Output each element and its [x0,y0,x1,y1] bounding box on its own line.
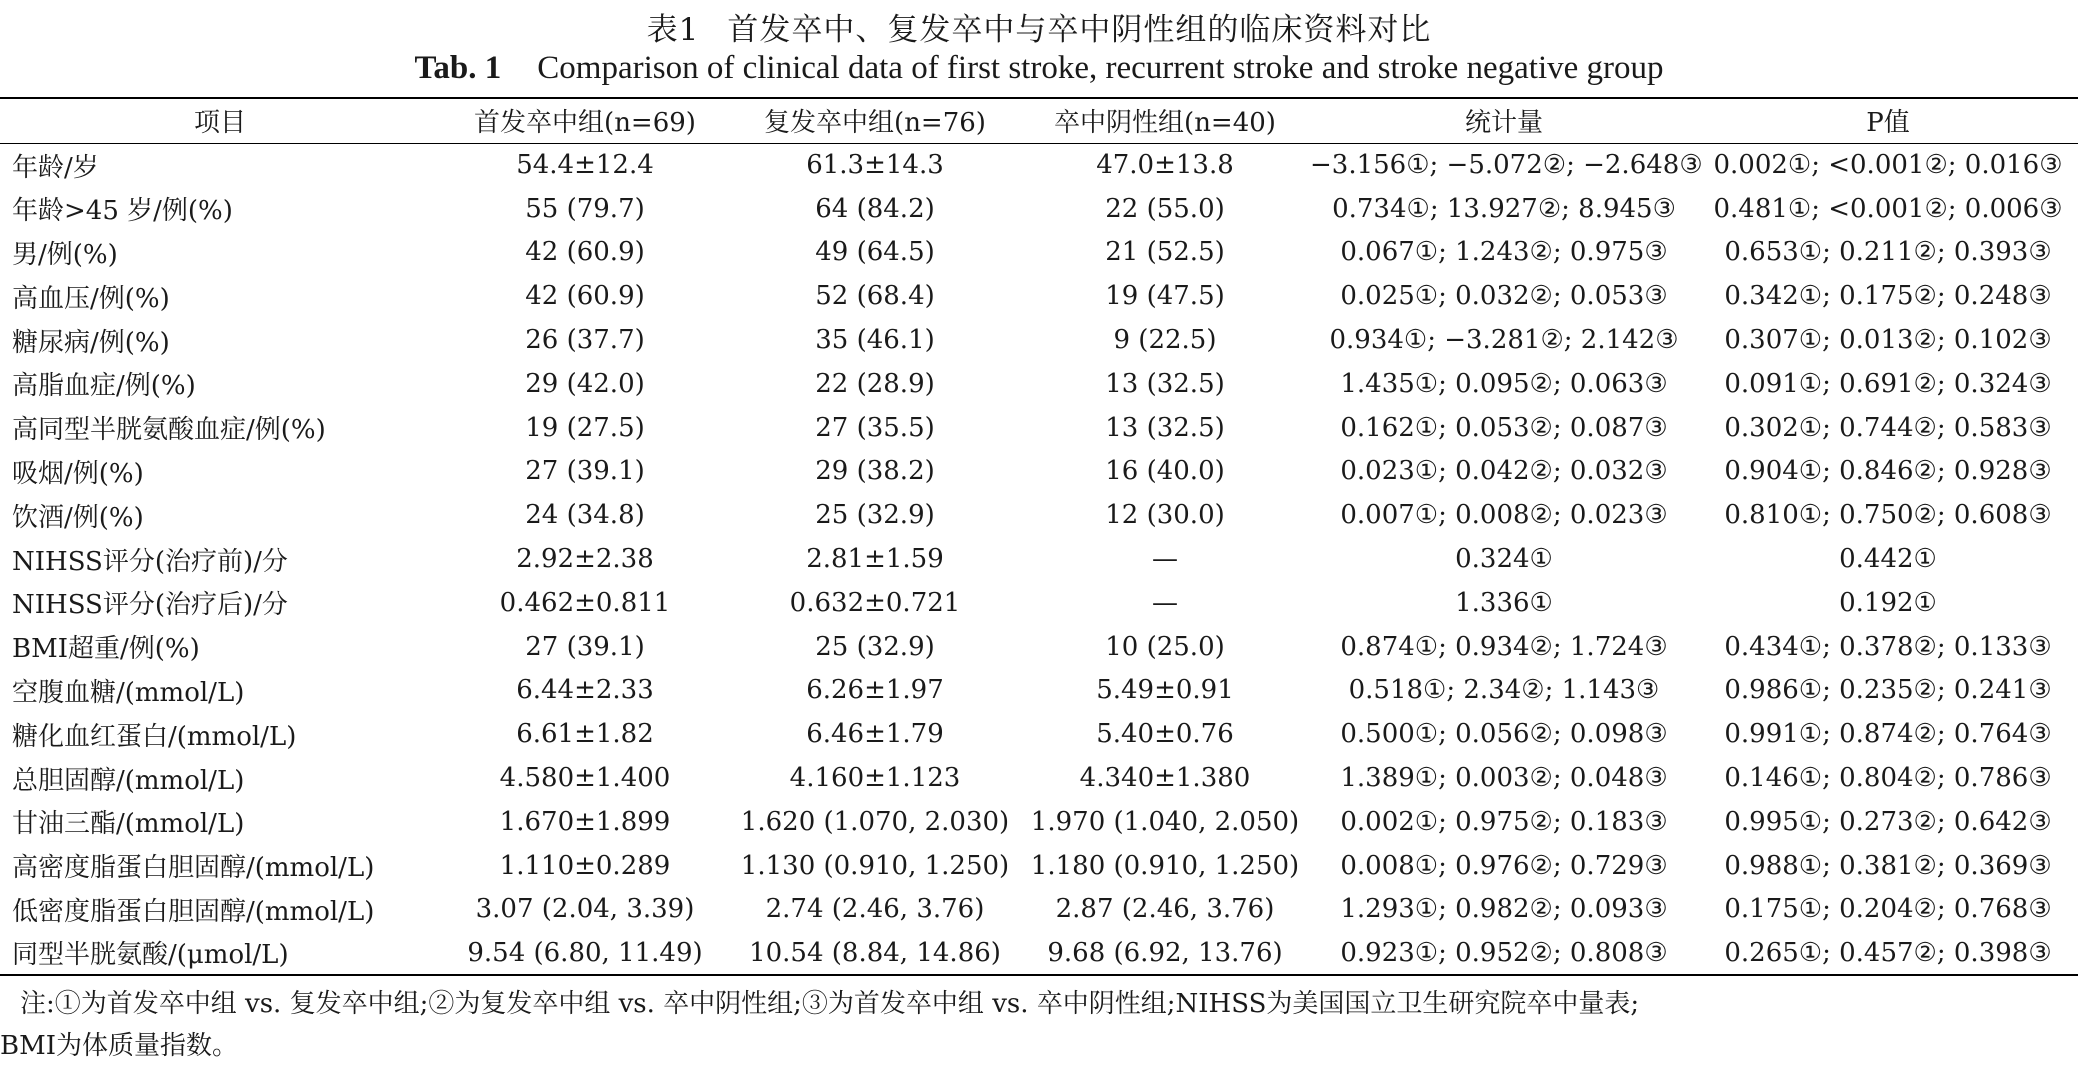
cell-statistic: −3.156①; −5.072②; −2.648③ [1310,150,1703,181]
table-row [0,931,2078,975]
cell-first-stroke: 27 (39.1) [525,631,645,662]
cell-item: NIHSS评分(治疗前)/分 [12,546,288,577]
table-row [0,143,2078,187]
cell-recurrent-stroke: 52 (68.4) [815,281,935,312]
table-header-row [0,98,2078,143]
cell-first-stroke: 55 (79.7) [525,193,645,224]
table-row [0,493,2078,537]
cell-recurrent-stroke: 25 (32.9) [815,631,935,662]
table-title-english [0,50,2078,87]
cell-p-value: 0.307①; 0.013②; 0.102③ [1724,325,2052,356]
cell-p-value: 0.302①; 0.744②; 0.583③ [1724,412,2052,443]
cell-stroke-negative: 1.970 (1.040, 2.050) [1030,806,1300,837]
cell-recurrent-stroke: 6.26±1.97 [806,675,944,706]
cell-first-stroke: 42 (60.9) [525,281,645,312]
cell-stroke-negative: — [1152,544,1178,575]
cell-recurrent-stroke: 61.3±14.3 [806,150,944,181]
footnote-line-1: 注:①为首发卒中组 vs. 复发卒中组;②为复发卒中组 vs. 卒中阴性组;③为首发卒中组 vs. 卒中阴性组;NIHSS为美国国立卫生研究院卒中量表; [20,989,1640,1019]
cell-statistic: 1.435①; 0.095②; 0.063③ [1340,368,1668,399]
table-row [0,362,2078,406]
cell-stroke-negative: 47.0±13.8 [1096,150,1234,181]
cell-recurrent-stroke: 29 (38.2) [815,456,935,487]
cell-first-stroke: 19 (27.5) [525,412,645,443]
cell-p-value: 0.175①; 0.204②; 0.768③ [1724,894,2052,925]
cell-recurrent-stroke: 25 (32.9) [815,500,935,531]
cell-statistic: 0.923①; 0.952②; 0.808③ [1310,931,1698,975]
cell-p-value: 0.810①; 0.750②; 0.608③ [1724,500,2052,531]
cell-item: 高脂血症/例(%) [12,371,196,402]
cell-p-value: 0.091①; 0.691②; 0.324③ [1724,368,2052,399]
cell-p-value: 0.986①; 0.235②; 0.241③ [1724,675,2052,706]
cell-item: 糖化血红蛋白/(mmol/L) [12,721,297,752]
table-row [0,318,2078,362]
cell-recurrent-stroke: 27 (35.5) [815,412,935,443]
cell-statistic: 1.336① [1455,587,1553,618]
cell-p-value: 0.434①; 0.378②; 0.133③ [1724,631,2052,662]
cell-p-value: 0.481①; <0.001②; 0.006③ [1713,193,2063,224]
cell-item: 甘油三酯/(mmol/L) [12,809,245,840]
cell-item: 高血压/例(%) [12,283,170,314]
header-statistic: 统计量 [1310,98,1698,143]
cell-statistic: 0.518①; 2.34②; 1.143③ [1348,675,1660,706]
cell-item: BMI超重/例(%) [12,634,200,665]
header-first-stroke: 首发卒中组(n=69) [440,98,730,143]
cell-first-stroke: 6.61±1.82 [516,719,654,750]
table-label-en: Tab. 1 [414,50,502,86]
table-title-chinese [0,4,2078,49]
cell-recurrent-stroke: 2.81±1.59 [806,544,944,575]
cell-item: 吸烟/例(%) [12,458,144,489]
cell-item: 高同型半胱氨酸血症/例(%) [12,415,326,446]
cell-recurrent-stroke: 1.130 (0.910, 1.250) [740,850,1010,881]
table-footnote [0,983,2078,1067]
cell-stroke-negative: 13 (32.5) [1105,368,1225,399]
cell-item: 年龄>45 岁/例(%) [12,196,233,227]
table-row [0,406,2078,450]
cell-statistic: 0.007①; 0.008②; 0.023③ [1340,500,1668,531]
cell-stroke-negative: 13 (32.5) [1105,412,1225,443]
header-recurrent-stroke: 复发卒中组(n=76) [730,98,1020,143]
cell-p-value: 0.192① [1839,587,1937,618]
table-title-en-text: Comparison of clinical data of first stroke, recurrent stroke and stroke negative group [537,50,1664,86]
table-row [0,844,2078,888]
cell-item: 低密度脂蛋白胆固醇/(mmol/L) [12,896,375,927]
cell-statistic: 1.389①; 0.003②; 0.048③ [1340,763,1668,794]
header-stroke-negative: 卒中阴性组(n=40) [1020,98,1310,143]
cell-stroke-negative: 2.87 (2.46, 3.76) [1055,894,1275,925]
cell-recurrent-stroke: 10.54 (8.84, 14.86) [730,931,1020,975]
cell-statistic: 0.023①; 0.042②; 0.032③ [1340,456,1668,487]
cell-p-value: 0.265①; 0.457②; 0.398③ [1698,931,2078,975]
footnote-line-2: BMI为体质量指数。 [0,1031,238,1061]
cell-first-stroke: 4.580±1.400 [499,763,671,794]
table-row [0,800,2078,844]
table-row [0,669,2078,713]
cell-statistic: 0.002①; 0.975②; 0.183③ [1340,806,1668,837]
cell-stroke-negative: 5.49±0.91 [1096,675,1234,706]
table-row [0,888,2078,932]
cell-stroke-negative: 22 (55.0) [1105,193,1225,224]
cell-first-stroke: 0.462±0.811 [499,587,671,618]
table-row [0,756,2078,800]
cell-first-stroke: 24 (34.8) [525,500,645,531]
cell-stroke-negative: 19 (47.5) [1105,281,1225,312]
cell-statistic: 1.293①; 0.982②; 0.093③ [1340,894,1668,925]
clinical-data-table [0,97,2078,976]
table-row [0,231,2078,275]
cell-stroke-negative: 21 (52.5) [1105,237,1225,268]
cell-item: 总胆固醇/(mmol/L) [12,765,245,796]
cell-stroke-negative: — [1152,587,1178,618]
cell-stroke-negative: 4.340±1.380 [1079,763,1251,794]
table-row [0,537,2078,581]
cell-recurrent-stroke: 0.632±0.721 [789,587,961,618]
cell-stroke-negative: 10 (25.0) [1105,631,1225,662]
cell-item: 男/例(%) [12,239,118,270]
cell-stroke-negative: 12 (30.0) [1105,500,1225,531]
header-item: 项目 [0,98,440,143]
cell-first-stroke: 6.44±2.33 [516,675,654,706]
cell-recurrent-stroke: 22 (28.9) [815,368,935,399]
cell-statistic: 0.874①; 0.934②; 1.724③ [1340,631,1668,662]
cell-statistic: 0.934①; −3.281②; 2.142③ [1329,325,1679,356]
table-row [0,625,2078,669]
cell-p-value: 0.342①; 0.175②; 0.248③ [1724,281,2052,312]
cell-p-value: 0.904①; 0.846②; 0.928③ [1724,456,2052,487]
cell-statistic: 0.324① [1455,544,1553,575]
table-body [0,143,2078,975]
cell-p-value: 0.653①; 0.211②; 0.393③ [1724,237,2052,268]
cell-item: NIHSS评分(治疗后)/分 [12,590,288,621]
cell-stroke-negative: 9 (22.5) [1113,325,1217,356]
cell-first-stroke: 9.54 (6.80, 11.49) [440,931,730,975]
cell-p-value: 0.002①; <0.001②; 0.016③ [1713,150,2063,181]
cell-item: 糖尿病/例(%) [12,327,170,358]
cell-stroke-negative: 9.68 (6.92, 13.76) [1020,931,1310,975]
cell-recurrent-stroke: 6.46±1.79 [806,719,944,750]
table-label-cn: 表1 [646,12,700,48]
cell-item: 饮酒/例(%) [12,502,144,533]
cell-first-stroke: 2.92±2.38 [516,544,654,575]
table-title-cn-text: 首发卒中、复发卒中与卒中阴性组的临床资料对比 [727,12,1432,48]
cell-item: 高密度脂蛋白胆固醇/(mmol/L) [12,853,375,884]
cell-recurrent-stroke: 1.620 (1.070, 2.030) [740,806,1010,837]
cell-recurrent-stroke: 49 (64.5) [815,237,935,268]
cell-item: 空腹血糖/(mmol/L) [12,677,245,708]
cell-p-value: 0.988①; 0.381②; 0.369③ [1724,850,2052,881]
cell-stroke-negative: 1.180 (0.910, 1.250) [1030,850,1300,881]
cell-stroke-negative: 16 (40.0) [1105,456,1225,487]
cell-p-value: 0.995①; 0.273②; 0.642③ [1724,806,2052,837]
cell-statistic: 0.025①; 0.032②; 0.053③ [1340,281,1668,312]
cell-first-stroke: 3.07 (2.04, 3.39) [475,894,695,925]
cell-first-stroke: 27 (39.1) [525,456,645,487]
cell-item: 年龄/岁 [12,152,99,183]
cell-statistic: 0.162①; 0.053②; 0.087③ [1340,412,1668,443]
cell-stroke-negative: 5.40±0.76 [1096,719,1234,750]
cell-p-value: 0.146①; 0.804②; 0.786③ [1724,763,2052,794]
cell-recurrent-stroke: 35 (46.1) [815,325,935,356]
cell-statistic: 0.500①; 0.056②; 0.098③ [1340,719,1668,750]
cell-item: 同型半胱氨酸/(μmol/L) [0,931,440,975]
table-row [0,712,2078,756]
header-p-value: P值 [1698,98,2078,143]
cell-first-stroke: 1.110±0.289 [499,850,671,881]
cell-recurrent-stroke: 64 (84.2) [815,193,935,224]
cell-recurrent-stroke: 2.74 (2.46, 3.76) [765,894,985,925]
cell-first-stroke: 29 (42.0) [525,368,645,399]
table-row [0,450,2078,494]
cell-first-stroke: 54.4±12.4 [516,150,654,181]
table-row [0,274,2078,318]
cell-first-stroke: 1.670±1.899 [499,806,671,837]
cell-statistic: 0.067①; 1.243②; 0.975③ [1340,237,1668,268]
cell-statistic: 0.008①; 0.976②; 0.729③ [1340,850,1668,881]
table-row [0,581,2078,625]
cell-recurrent-stroke: 4.160±1.123 [789,763,961,794]
cell-statistic: 0.734①; 13.927②; 8.945③ [1332,193,1676,224]
cell-first-stroke: 42 (60.9) [525,237,645,268]
cell-p-value: 0.442① [1839,544,1937,575]
cell-first-stroke: 26 (37.7) [525,325,645,356]
table-row [0,187,2078,231]
cell-p-value: 0.991①; 0.874②; 0.764③ [1724,719,2052,750]
